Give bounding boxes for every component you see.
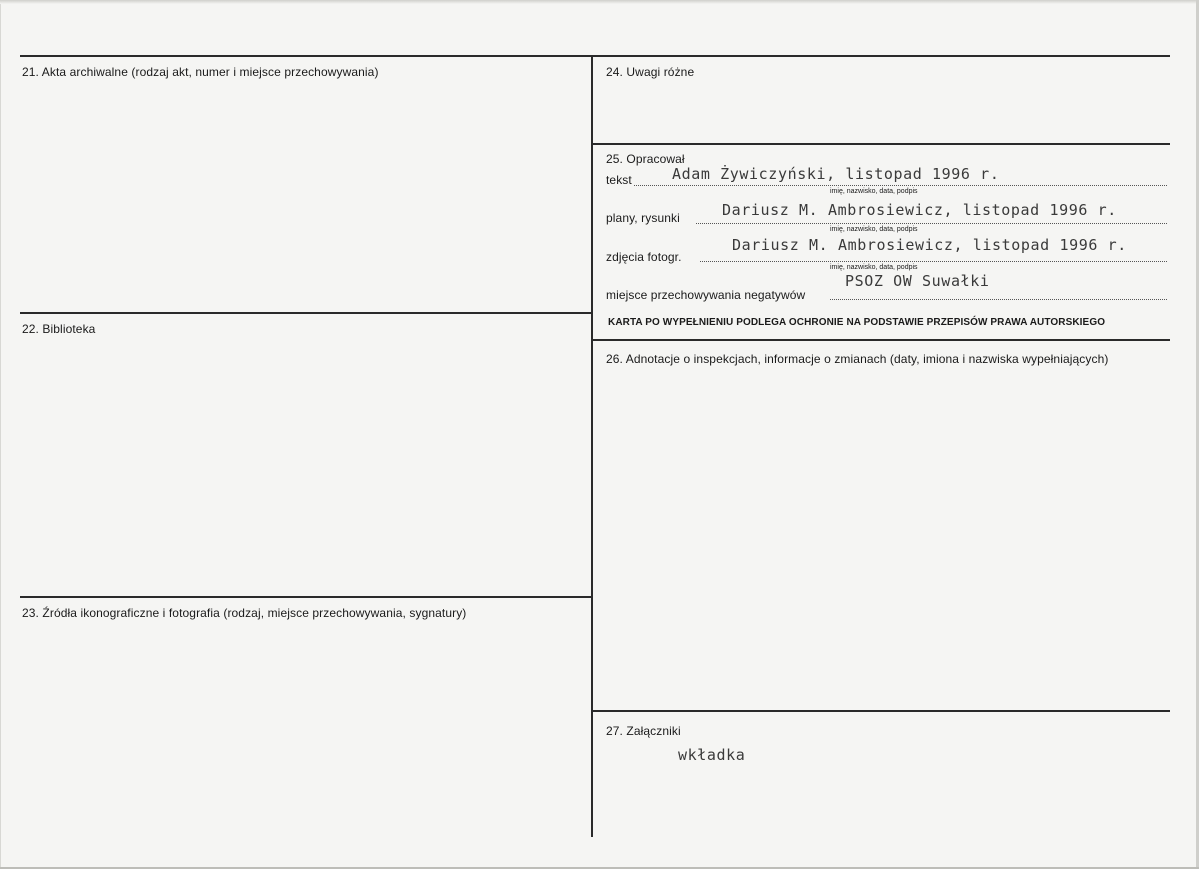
section-25-label: 25. Opracował <box>606 152 685 166</box>
photos-author-line <box>700 260 1167 262</box>
plans-author-hint: imię, nazwisko, data, podpis <box>830 226 918 233</box>
center-divider <box>591 55 593 837</box>
section-26-label: 26. Adnotacje o inspekcjach, informacje o zmianach (daty, imiona i nazwiska wypełniających) <box>606 352 1109 366</box>
copyright-notice: KARTA PO WYPEŁNIENIU PODLEGA OCHRONIE NA PODSTAWIE PRZEPISÓW PRAWA AUTORSKIEGO <box>608 317 1106 328</box>
negatives-location-value: PSOZ OW Suwałki <box>845 272 990 290</box>
plans-author-value: Dariusz M. Ambrosiewicz, listopad 1996 r. <box>722 201 1117 219</box>
section-24-label: 24. Uwagi różne <box>606 65 695 79</box>
text-author-value: Adam Żywiczyński, listopad 1996 r. <box>672 165 1000 183</box>
section-27-label: 27. Załączniki <box>606 724 681 738</box>
text-author-line <box>634 184 1167 186</box>
negatives-location-line <box>830 298 1167 300</box>
photos-author-label: zdjęcia fotogr. <box>606 250 682 264</box>
text-author-label: tekst <box>606 173 632 187</box>
plans-author-label: plany, rysunki <box>606 211 680 225</box>
rule-21-22 <box>20 312 592 314</box>
rule-22-23 <box>20 596 592 598</box>
card-top-edge <box>0 0 1199 4</box>
top-rule <box>20 55 1170 57</box>
photos-author-hint: imię, nazwisko, data, podpis <box>830 264 918 271</box>
text-author-hint: imię, nazwisko, data, podpis <box>830 188 918 195</box>
negatives-location-label: miejsce przechowywania negatywów <box>606 288 806 302</box>
rule-24-25 <box>592 143 1170 145</box>
photos-author-value: Dariusz M. Ambrosiewicz, listopad 1996 r. <box>732 236 1127 254</box>
attachments-value: wkładka <box>678 746 746 764</box>
section-21-label: 21. Akta archiwalne (rodzaj akt, numer i miejsce przechowywania) <box>22 65 379 79</box>
plans-author-line <box>696 222 1167 224</box>
section-22-label: 22. Biblioteka <box>22 322 96 336</box>
rule-25-26 <box>592 339 1170 341</box>
section-23-label: 23. Źródła ikonograficzne i fotografia (rodzaj, miejsce przechowywania, sygnatury) <box>22 606 467 620</box>
rule-26-27 <box>592 710 1170 712</box>
